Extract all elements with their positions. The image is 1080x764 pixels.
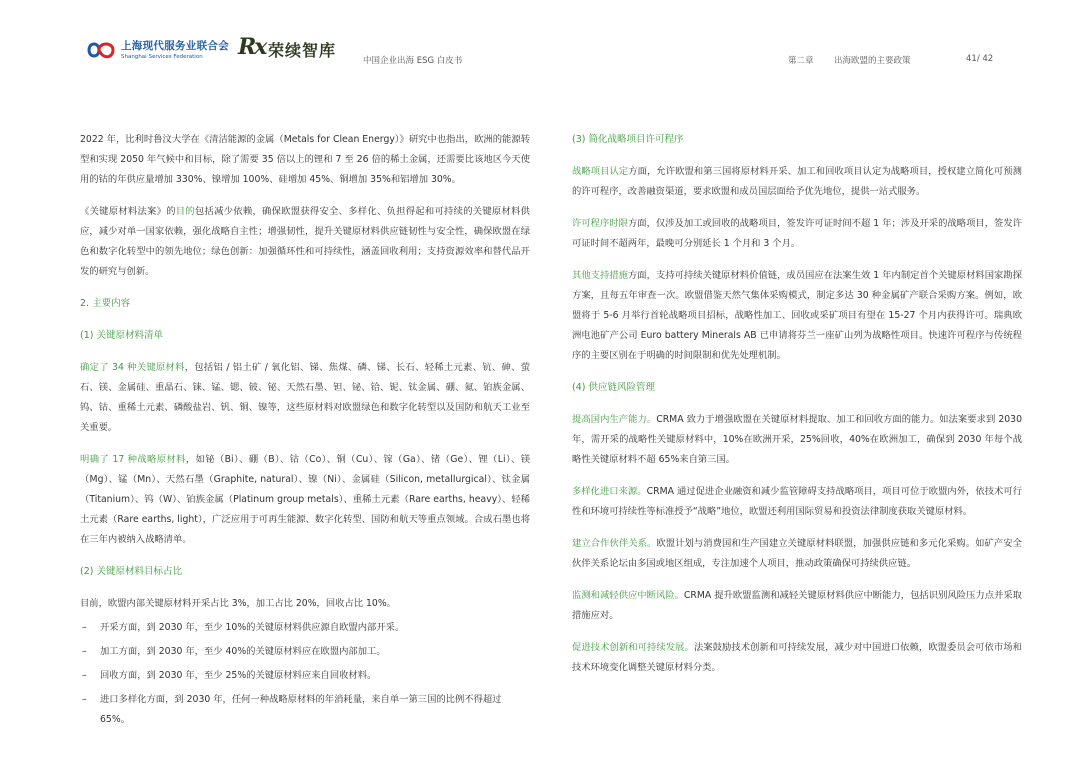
heading-target-ratios: (2) 关键原材料目标占比 — [80, 566, 182, 577]
heading-permit: (3) 简化战略项目许可程序 — [572, 134, 684, 145]
text: 包括减少依赖，确保欧盟获得安全、多样化、负担得起和可持续的关键原材料供应，减少对单一国家依赖，强化战略自主性；增强韧性，提升关键原材料供应链韧性与安全性，确保欧盟在绿色和数字化转型中的领先地位；绿色创新：加强循环性和可持续性，涵盖回收利用；支持资源效率和替代品开发的研究与创新。 — [80, 206, 530, 277]
text: ，如铋（Bi）、硼（B）、钴（Co）、铜（Cu）、镓（Ga）、锗（Ge）、锂（Li）、镁（Mg）、锰（Mn）、天然石墨（Graphite, natural）、镍（Ni）、金属硅（Silicon, metallurgical）、钛金属（Titanium）、钨（W）、铂族金属（Platinum group metals）、重稀土元素（Rare earths, heavy）、轻稀土元素（Rare earths, light），广泛应用于可再生能源、数字化转型、国防和航天等重点领域。合成石墨也将在三年内被纳入战略清单。 — [80, 454, 530, 545]
paragraph-innovation — [572, 638, 1022, 678]
page-header — [0, 0, 1080, 80]
text: CRMA 致力于增强欧盟在关键原材料提取、加工和回收方面的能力。如法案要求到 2030 年，需开采的战略性关键原材料中，10%在欧洲开采，25%回收，40%在欧洲加工，确保到 2030 年每个战略性关键原材料不超 65%来自第三国。 — [572, 414, 1022, 465]
text: ，包括铝 / 铝土矿 / 氧化铝、锑、焦煤、磷、锑、长石、轻稀土元素、钪、砷、萤石、镁、金属硅、重晶石、铼、锰、锶、铍、铋、天然石墨、钽、铋、铪、铌、钛金属、硼、氦、铂族金属、钨、钴、重稀土元素、磷酸盐岩、钒、铜、镍等，这些原材料对欧盟绿色和数字化转型以及国防和航天工业至关重要。 — [80, 362, 530, 433]
list-item — [80, 666, 530, 686]
brand-mark: Rx — [238, 34, 266, 60]
paragraph-partnerships — [572, 534, 1022, 574]
list-item-text: 进口多样化方面，到 2030 年，任何一种战略原材料的年消耗量，来自单一第三国的比例不得超过 65%。 — [100, 694, 502, 725]
paragraph-permit-time — [572, 214, 1022, 254]
highlight-monitoring: 监测和减轻供应中断风险。 — [572, 590, 684, 601]
paragraph-domestic-capacity — [572, 410, 1022, 470]
document-title: 中国企业出海 ESG 白皮书 — [363, 56, 463, 66]
list-item — [80, 618, 530, 638]
left-column — [80, 130, 530, 734]
highlight-innovation: 促进技术创新和可持续发展。 — [572, 642, 694, 653]
text: CRMA 提升欧盟监测和减轻关键原材料供应中断能力，包括识别风险压力点并采取措施应对。 — [572, 590, 1022, 621]
paragraph-purpose — [80, 202, 530, 282]
page-number: 41/ 42 — [966, 54, 994, 64]
list-item — [80, 642, 530, 662]
federation-logo-text — [121, 38, 229, 60]
chapter-label: 第二章 — [788, 56, 814, 66]
heading-critical-list: (1) 关键原材料清单 — [80, 330, 163, 341]
text: CRMA 通过促进企业融资和减少监管障碍支持战略项目，项目可位于欧盟内外，依技术可行性和环境可持续性等标准授予“战略”地位，欧盟还利用国际贸易和投资法律制度获取关键原材料。 — [572, 486, 1022, 517]
highlight-diversify-imports: 多样化进口来源。 — [572, 486, 647, 497]
list-item-text: 开采方面，到 2030 年，至少 10%的关键原材料供应源自欧盟内部开采。 — [100, 622, 405, 633]
paragraph-strategic-materials — [80, 450, 530, 550]
paragraph-monitoring — [572, 586, 1022, 626]
highlight-strategic-project: 战略项目认定 — [572, 166, 629, 177]
list-item — [80, 690, 530, 730]
highlight-34-materials: 确定了 34 种关键原材料 — [80, 362, 185, 373]
chapter-topic: 出海欧盟的主要政策 — [834, 56, 911, 66]
dash-bullet: – — [82, 622, 87, 633]
highlight-domestic-capacity: 提高国内生产能力。 — [572, 414, 657, 425]
paragraph-current-ratios: 目前，欧盟内部关键原材料开采占比 3%，加工占比 20%，回收占比 10%。 — [80, 598, 396, 609]
list-item-text: 加工方面，到 2030 年，至少 40%的关键原材料应在欧盟内部加工。 — [100, 646, 386, 657]
federation-name-cn: 上海现代服务业联合会 — [121, 40, 229, 52]
text: 方面，支持可持续关键原材料价值链，成员国应在法案生效 1 年内制定首个关键原材料国家勘探方案，且每五年审查一次。欧盟借鉴天然气集体采购模式，制定多达 30 种金属矿产联合采购方案。例如，欧盟将于 5-6 月举行首轮战略项目招标，战略性加工、回收或采矿项目有望在 15-27 个月内获得许可。瑞典欧洲电池矿产公司 Euro battery Minerals AB 已申请将芬兰一座矿山列为战略性项目。快速许可程序与传统程序的主要区别在于明确的时间限制和优先处理机制。 — [572, 270, 1022, 361]
heading-main-content: 2. 主要内容 — [80, 298, 131, 309]
heading-supply-risk: (4) 供应链风险管理 — [572, 382, 655, 393]
ssf-logo-icon — [85, 38, 117, 62]
paragraph-intro: 2022 年，比利时鲁汶大学在《清洁能源的金属（Metals for Clean Energy）》研究中也指出，欧洲的能源转型和实现 2050 年气候中和目标，除了需要 35 倍以上的锂和 7 至 26 倍的稀土金属，还需要比该地区今天使用的钴的年供应量增加 330%、镍增加 100%、硅增加 45%、铜增加 35%和铝增加 30%。 — [80, 134, 530, 185]
federation-name-en: Shanghai Services Federation — [121, 54, 203, 60]
paragraph-critical-materials — [80, 358, 530, 438]
text: 法案鼓励技术创新和可持续发展，减少对中国进口依赖，欧盟委员会可依市场和技术环境变化调整关键原材料分类。 — [572, 642, 1022, 673]
target-list — [80, 618, 530, 730]
text: 方面，仅涉及加工或回收的战略项目，签发许可证时间不超 1 年；涉及开采的战略项目，签发许可证时间不超两年，最晚可分别延长 1 个月和 3 个月。 — [572, 218, 1022, 249]
list-item-text: 回收方面，到 2030 年，至少 25%的关键原材料应来自回收材料。 — [100, 670, 377, 681]
brand-name: 荣续智库 — [268, 41, 337, 60]
highlight-other-support: 其他支持措施 — [572, 270, 628, 281]
text: 《关键原材料法案》的 — [80, 206, 176, 217]
text: 欧盟计划与消费国和生产国建立关键原材料联盟，加强供应链和多元化采购。如矿产安全伙伴关系论坛由多国或地区组成，专注加速个人项目，推动政策确保可持续供应链。 — [572, 538, 1022, 569]
paragraph-other-support — [572, 266, 1022, 366]
text: 方面，允许欧盟和第三国将原材料开采、加工和回收项目认定为战略项目，授权建立简化可预测的许可程序，改善融资渠道，要求欧盟和成员国层面给予优先地位，提供一站式服务。 — [572, 166, 1022, 197]
dash-bullet: – — [82, 646, 87, 657]
paragraph-diversify-imports — [572, 482, 1022, 522]
dash-bullet: – — [82, 670, 87, 681]
highlight-purpose: 目的 — [175, 206, 195, 217]
right-column — [572, 130, 1022, 690]
highlight-17-materials: 明确了 17 种战略原材料 — [80, 454, 186, 465]
dash-bullet: – — [82, 694, 87, 705]
highlight-partnerships: 建立合作伙伴关系。 — [572, 538, 657, 549]
paragraph-strategic-project — [572, 162, 1022, 202]
highlight-permit-time: 许可程序时限 — [572, 218, 628, 229]
